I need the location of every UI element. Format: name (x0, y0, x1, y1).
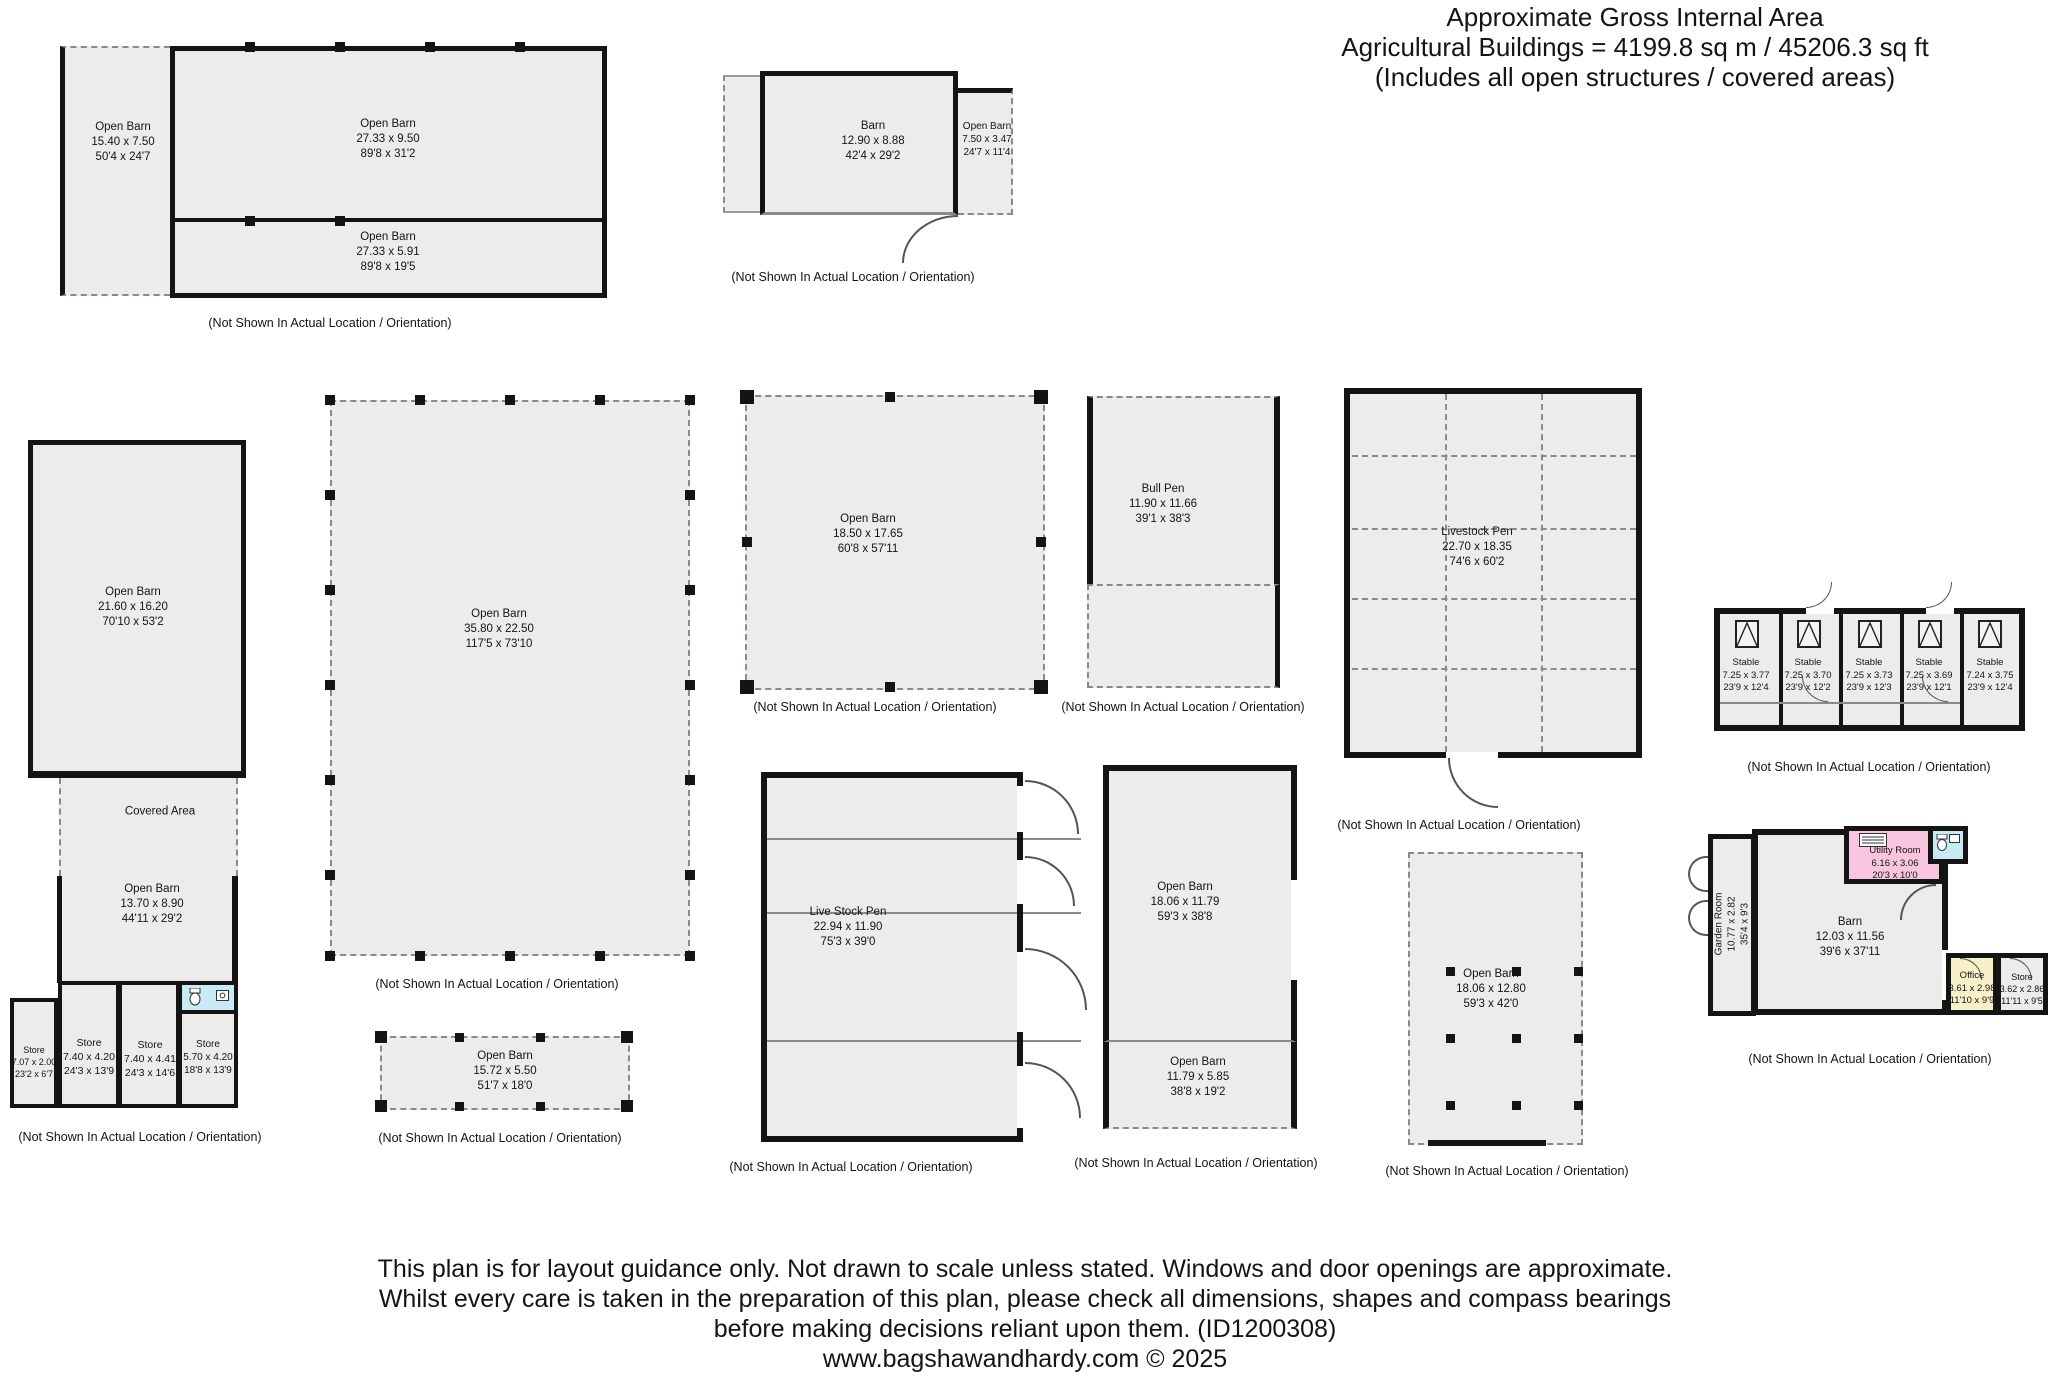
post (685, 395, 695, 405)
room-open-barn-15x7 (60, 46, 170, 296)
post (425, 42, 435, 52)
room-label: Open Barn 11.79 x 5.85 38'8 x 19'2 (1166, 1056, 1230, 1099)
pen-divider (1541, 394, 1543, 752)
post (325, 490, 335, 500)
footer-disclaimer (140, 1254, 1910, 1374)
room-bull-pen-yard (1087, 584, 1280, 688)
room-label: Covered Area (124, 805, 196, 818)
room-label: Open Barn 15.40 x 7.50 50'4 x 24'7 (91, 121, 155, 164)
post (325, 680, 335, 690)
room-barn-overhang (723, 75, 760, 213)
post (1446, 1034, 1455, 1043)
post (505, 395, 515, 405)
sink-icon (1949, 834, 1960, 843)
header-line1: Approximate Gross Internal Area (1446, 2, 1824, 32)
room-label: Bull Pen 11.90 x 11.66 39'1 x 38'3 (1129, 483, 1197, 526)
post (455, 1102, 464, 1111)
door-arc (1025, 780, 1079, 834)
room-label: Open Barn 13.70 x 8.90 44'11 x 29'2 (120, 883, 184, 926)
post (685, 585, 695, 595)
post (415, 395, 425, 405)
caption: (Not Shown In Actual Location / Orientation) (1074, 1156, 1318, 1170)
door-opening (1926, 608, 1954, 614)
caption: (Not Shown In Actual Location / Orientation) (1747, 760, 1991, 774)
toilet-icon (188, 988, 202, 1006)
header (1230, 2, 2040, 92)
post (1512, 1101, 1521, 1110)
post (536, 1033, 545, 1042)
door-arc (1926, 582, 1952, 608)
room-live-stock-pen (761, 772, 1023, 1142)
caption: (Not Shown In Actual Location / Orientation) (1748, 1052, 1992, 1066)
post (245, 216, 255, 226)
wall (1779, 614, 1783, 725)
room-label: Store 5.70 x 4.20 18'8 x 13'9 (183, 1039, 233, 1077)
room-label: Office 3.61 x 2.98 11'10 x 9'9 (1948, 970, 1996, 1007)
footer-line3: before making decisions reliant upon them. (ID1200308) (713, 1315, 1337, 1343)
room-label: Garden Room 10.77 x 2.82 35'4 x 9'3 (1713, 892, 1751, 956)
post (415, 951, 425, 961)
pen-divider (1352, 668, 1636, 670)
caption: (Not Shown In Actual Location / Orientation) (18, 1130, 262, 1144)
room-label: Open Barn 27.33 x 9.50 89'8 x 31'2 (356, 118, 420, 161)
room-open-barn-3580 (330, 400, 690, 956)
wall (767, 1040, 1017, 1042)
door-arc (1688, 900, 1708, 936)
wall (1023, 1040, 1081, 1042)
post (1446, 1101, 1455, 1110)
post (335, 216, 345, 226)
pen-divider (1352, 598, 1636, 600)
post (685, 775, 695, 785)
room-wc-2 (1928, 826, 1968, 864)
post (1574, 1101, 1583, 1110)
window-icon (1797, 620, 1821, 648)
post (742, 537, 752, 547)
room-label: Live Stock Pen 22.94 x 11.90 75'3 x 39'0 (809, 906, 887, 949)
room-label: Store 7.40 x 4.20 24'3 x 13'9 (63, 1037, 115, 1077)
post (325, 775, 335, 785)
wall (1900, 614, 1904, 725)
door-arc (902, 215, 958, 263)
door-arc (1025, 1062, 1081, 1118)
room-label: Livestock Pen 22.70 x 18.35 74'6 x 60'2 (1441, 526, 1513, 569)
room-label: Store 7.07 x 2.00 23'2 x 6'7 (11, 1045, 57, 1079)
post (375, 1031, 387, 1043)
wall (1960, 614, 1964, 725)
post (536, 1102, 545, 1111)
window-icon (1918, 620, 1942, 648)
room-label: Stable 7.25 x 3.77 23'9 x 12'4 (1722, 657, 1770, 694)
room-label: Open Barn 7.50 x 3.47 24'7 x 11'4 (962, 121, 1012, 159)
window-icon (1978, 620, 2002, 648)
opening (1291, 880, 1297, 980)
post (325, 395, 335, 405)
window-icon (1735, 620, 1759, 648)
post (885, 682, 895, 692)
room-label: Stable 7.25 x 3.70 23'9 x 12'2 (1784, 657, 1832, 694)
caption: (Not Shown In Actual Location / Orientation) (208, 316, 452, 330)
caption: (Not Shown In Actual Location / Orientation) (375, 977, 619, 991)
post (1034, 680, 1048, 694)
room-label: Open Barn 18.06 x 11.79 59'3 x 38'8 (1150, 881, 1220, 924)
door-opening (1017, 860, 1025, 904)
room-label: Open Barn 18.50 x 17.65 60'8 x 57'11 (833, 513, 903, 556)
post (595, 951, 605, 961)
post (685, 870, 695, 880)
post (685, 951, 695, 961)
wall (1720, 702, 1960, 704)
post (740, 680, 754, 694)
post (1036, 537, 1046, 547)
room-label: Open Barn 27.33 x 5.91 89'8 x 19'5 (356, 231, 420, 274)
toilet-icon (1936, 834, 1948, 852)
room-label: Open Barn 18.06 x 12.80 59'3 x 42'0 (1456, 968, 1526, 1011)
footer-website: www.bagshawandhardy.com © 2025 (822, 1345, 1228, 1373)
wall (1839, 614, 1843, 725)
post (595, 395, 605, 405)
wall (767, 912, 1017, 914)
room-covered-area (59, 778, 238, 876)
header-line3: (Includes all open structures / covered areas) (1374, 62, 1896, 92)
post (740, 390, 754, 404)
post (325, 870, 335, 880)
room-label: Open Barn 21.60 x 16.20 70'10 x 53'2 (98, 586, 168, 629)
post (621, 1031, 633, 1043)
footer-line2: Whilst every care is taken in the preparation of this plan, please check all dimensions, shapes and compass bearings (378, 1285, 1672, 1313)
post (1574, 967, 1583, 976)
room-label: Barn 12.90 x 8.88 42'4 x 29'2 (841, 120, 905, 163)
pen-divider (1352, 455, 1636, 457)
room-label: Open Barn 15.72 x 5.50 51'7 x 18'0 (473, 1050, 537, 1093)
room-label: Barn 12.03 x 11.56 39'6 x 37'11 (1815, 916, 1885, 959)
door-arc (1025, 948, 1087, 1010)
door-arc (1448, 758, 1498, 808)
sink-icon (216, 990, 229, 1001)
post (685, 680, 695, 690)
caption: (Not Shown In Actual Location / Orientation) (1061, 700, 1305, 714)
room-livestock-pen (1344, 388, 1642, 758)
post (1446, 967, 1455, 976)
post (885, 392, 895, 402)
caption: (Not Shown In Actual Location / Orientation) (729, 1160, 973, 1174)
post (505, 951, 515, 961)
caption: (Not Shown In Actual Location / Orientation) (378, 1131, 622, 1145)
pen-divider (1445, 394, 1447, 752)
caption: (Not Shown In Actual Location / Orientation) (1385, 1164, 1629, 1178)
door-opening (1017, 952, 1025, 1032)
door-opening (1806, 608, 1834, 614)
caption: (Not Shown In Actual Location / Orientation) (1337, 818, 1581, 832)
post (335, 42, 345, 52)
post (685, 490, 695, 500)
door-arc (1025, 856, 1075, 906)
room-label: Stable 7.25 x 3.73 23'9 x 12'3 (1845, 657, 1893, 694)
post (325, 951, 335, 961)
door-arc (1688, 856, 1708, 892)
wall (1023, 912, 1081, 914)
room-label: Stable 7.24 x 3.75 23'9 x 12'4 (1966, 657, 2014, 694)
door-opening (1017, 786, 1025, 832)
post (1512, 1034, 1521, 1043)
header-line2: Agricultural Buildings = 4199.8 sq m / 45206.3 sq ft (1341, 32, 1929, 62)
caption: (Not Shown In Actual Location / Orientation) (731, 270, 975, 284)
post (325, 585, 335, 595)
post (1574, 1034, 1583, 1043)
footer-line1: This plan is for layout guidance only. Not drawn to scale unless stated. Windows and door openings are approximate. (377, 1255, 1673, 1283)
room-label: Store 7.40 x 4.41 24'3 x 14'6 (124, 1039, 176, 1079)
wall (1023, 838, 1081, 840)
room-label: Stable 7.25 x 3.69 23'9 x 12'1 (1905, 657, 1953, 694)
door-arc (1806, 582, 1832, 608)
post (455, 1033, 464, 1042)
room-label: Store 3.62 x 2.86 11'11 x 9'5 (1999, 972, 2045, 1006)
wall (1428, 1140, 1546, 1146)
caption: (Not Shown In Actual Location / Orientation) (753, 700, 997, 714)
post (621, 1100, 633, 1112)
room-label: Utility Room 6.16 x 3.06 20'3 x 10'0 (1869, 845, 1921, 882)
post (1034, 390, 1048, 404)
window-icon (1858, 620, 1882, 648)
post (375, 1100, 387, 1112)
post (515, 42, 525, 52)
room-label: Open Barn 35.80 x 22.50 117'5 x 73'10 (464, 608, 534, 651)
wall (767, 838, 1017, 840)
post (245, 42, 255, 52)
door-opening (1017, 1066, 1025, 1128)
